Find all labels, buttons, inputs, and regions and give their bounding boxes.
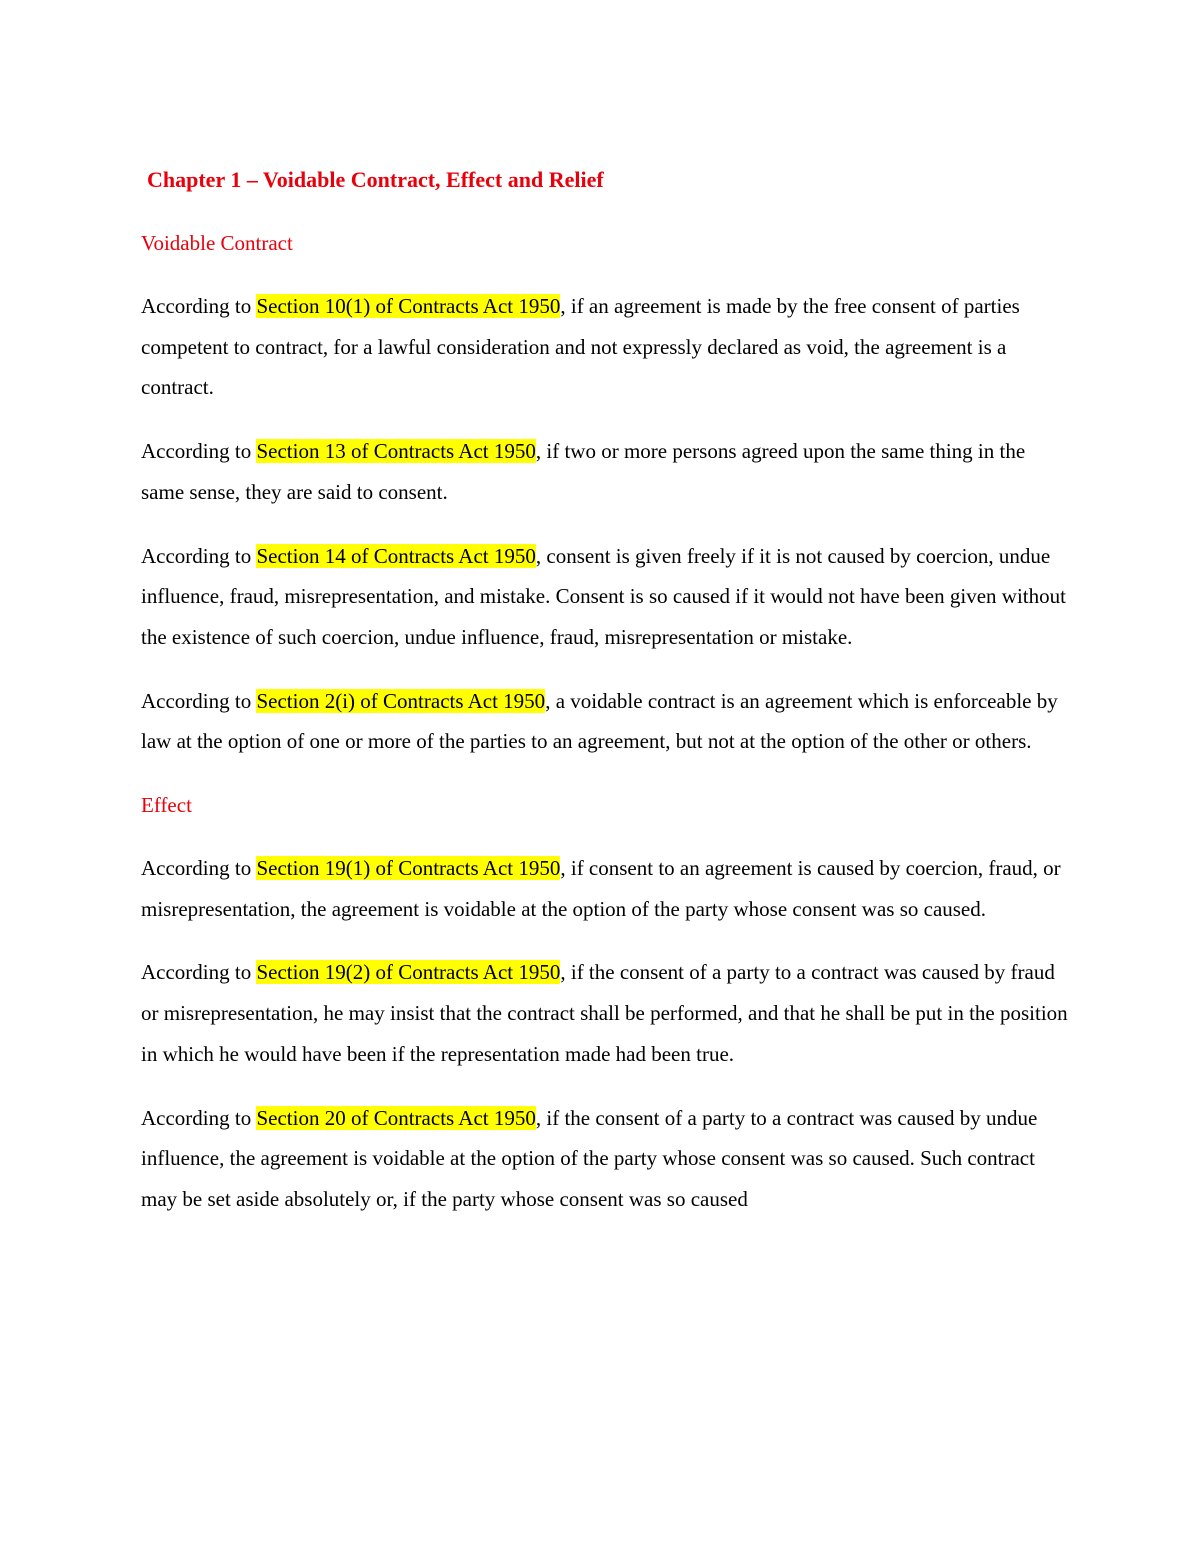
- citation-highlight: Section 14 of Contracts Act 1950: [256, 543, 536, 568]
- citation-highlight: Section 13 of Contracts Act 1950: [256, 439, 536, 464]
- document-page: [141, 160, 1071, 1220]
- paragraph-section-10-1: According to Section 10(1) of Contracts Act 1950, if an agreement is made by the free consent of parties competent to contract, for a lawful consideration and not expressly declared as void, the agreement is a contract.: [141, 294, 1020, 400]
- citation-highlight: Section 20 of Contracts Act 1950: [256, 1105, 536, 1130]
- citation-highlight: Section 10(1) of Contracts Act 1950: [256, 294, 561, 318]
- paragraph-section-14: According to Section 14 of Contracts Act 1950, consent is given freely if it is not caused by coercion, undue influence, fraud, misrepresentation, and mistake. Consent is so caused if it would not have been given without the existence of such coercion, undue influence, fraud, misrepresentation or mistake.: [141, 543, 1066, 649]
- paragraph-section-19-2: According to Section 19(2) of Contracts Act 1950, if the consent of a party to a contract was caused by fraud or misrepresentation, he may insist that the contract shall be performed, and that he shall be put in the position in which he would have been if the representation made had been true.: [141, 960, 1068, 1066]
- paragraph-section-2-i: According to Section 2(i) of Contracts Act 1950, a voidable contract is an agreement which is enforceable by law at the option of one or more of the parties to an agreement, but not at the option of the other or others.: [141, 688, 1058, 754]
- citation-highlight: Section 2(i) of Contracts Act 1950: [256, 688, 546, 713]
- paragraph-section-13: According to Section 13 of Contracts Act 1950, if two or more persons agreed upon the same thing in the same sense, they are said to consent.: [141, 439, 1026, 504]
- paragraph-section-20: According to Section 20 of Contracts Act 1950, if the consent of a party to a contract was caused by undue influence, the agreement is voidable at the option of the party whose consent was so caused. Such contract may be set aside absolutely or, if the party whose consent was so caused: [141, 1105, 1038, 1211]
- section-heading-voidable-contract: Voidable Contract: [141, 231, 293, 255]
- citation-highlight: Section 19(2) of Contracts Act 1950: [256, 960, 561, 985]
- chapter-title: Chapter 1 – Voidable Contract, Effect and Relief: [147, 167, 604, 192]
- paragraph-section-19-1: According to Section 19(1) of Contracts Act 1950, if consent to an agreement is caused by coercion, fraud, or misrepresentation, the agreement is voidable at the option of the party whose consent was so caused.: [141, 856, 1061, 921]
- citation-highlight: Section 19(1) of Contracts Act 1950: [256, 856, 561, 881]
- section-heading-effect: Effect: [141, 793, 192, 818]
